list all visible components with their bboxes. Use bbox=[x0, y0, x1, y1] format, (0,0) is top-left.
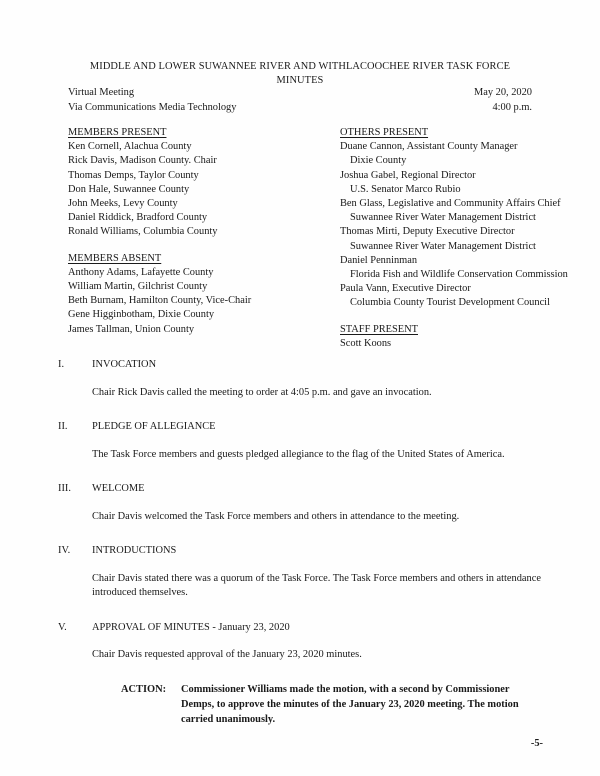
section-number: V. bbox=[58, 621, 67, 633]
attendance-entry: Daniel Riddick, Bradford County bbox=[68, 212, 208, 224]
attendance-entry: James Tallman, Union County bbox=[68, 323, 195, 335]
page-number: -5- bbox=[530, 738, 543, 749]
section-heading-row bbox=[0, 482, 600, 497]
meeting-location-line-1: Virtual Meeting bbox=[68, 87, 135, 98]
members-absent-list bbox=[68, 266, 340, 337]
section-body-text: The Task Force members and guests pledged allegiance to the flag of the United States of America. bbox=[92, 448, 505, 460]
attendance-entry: Ken Cornell, Alachua County bbox=[68, 141, 192, 153]
attendance-entry: Duane Cannon, Assistant County Manager bbox=[340, 141, 518, 153]
section-heading-row bbox=[0, 621, 600, 636]
section-number: II. bbox=[58, 421, 68, 433]
attendance-entry: Scott Koons bbox=[340, 337, 392, 349]
attendance-entry: Suwannee River Water Management District bbox=[350, 240, 536, 252]
staff-present-heading: STAFF PRESENT bbox=[340, 323, 418, 335]
attendance-entry: Beth Burnam, Hamilton County, Vice-Chair bbox=[68, 295, 252, 307]
action-text: Commissioner Williams made the motion, with a second by Commissioner Demps, to approve the minutes of the January 23, 2020 meeting. The motion carried unanimously. bbox=[181, 684, 519, 725]
meeting-info bbox=[68, 86, 532, 115]
attendance-section bbox=[68, 126, 568, 363]
section-number: IV. bbox=[58, 545, 71, 557]
attendance-entry: Daniel Penninman bbox=[340, 254, 418, 266]
attendance-entry: Gene Higginbotham, Dixie County bbox=[68, 309, 215, 321]
section-number: III. bbox=[58, 483, 71, 495]
section-number: I. bbox=[58, 359, 65, 370]
document-header bbox=[0, 60, 600, 87]
attendance-entry: Rick Davis, Madison County. Chair bbox=[68, 155, 217, 167]
section-title: INTRODUCTIONS bbox=[92, 545, 177, 557]
staff-present-list bbox=[340, 337, 590, 351]
attendance-entry: Florida Fish and Wildlife Conservation Commission bbox=[350, 269, 568, 281]
minutes-body bbox=[0, 358, 600, 747]
meeting-location-line-2: Via Communications Media Technology bbox=[68, 101, 237, 113]
attendance-entry: Thomas Demps, Taylor County bbox=[68, 169, 199, 181]
attendance-entry: Columbia County Tourist Development Council bbox=[350, 297, 550, 309]
attendance-entry: John Meeks, Levy County bbox=[68, 198, 178, 210]
document-title-line-2: MINUTES bbox=[276, 74, 324, 86]
minutes-section bbox=[0, 420, 600, 462]
attendance-right-column bbox=[340, 126, 590, 363]
attendance-entry: Ronald Williams, Columbia County bbox=[68, 226, 218, 238]
section-title: APPROVAL OF MINUTES - January 23, 2020 bbox=[92, 621, 290, 633]
section-heading-row bbox=[0, 358, 600, 373]
attendance-entry: Anthony Adams, Lafayette County bbox=[68, 266, 214, 278]
others-present-group bbox=[340, 126, 590, 311]
others-present-heading: OTHERS PRESENT bbox=[340, 127, 429, 138]
members-present-group bbox=[68, 126, 340, 240]
attendance-left-column bbox=[68, 126, 340, 349]
minutes-section bbox=[0, 358, 600, 400]
minutes-section bbox=[0, 621, 600, 727]
meeting-info-row-1 bbox=[68, 86, 532, 101]
attendance-entry: Dixie County bbox=[350, 155, 407, 167]
minutes-section bbox=[0, 544, 600, 601]
attendance-entry: Thomas Mirti, Deputy Executive Director bbox=[340, 226, 515, 238]
attendance-entry: Suwannee River Water Management District bbox=[350, 212, 536, 224]
members-present-list bbox=[68, 140, 340, 239]
staff-present-group bbox=[340, 323, 590, 351]
section-title: PLEDGE OF ALLEGIANCE bbox=[92, 421, 216, 433]
action-label: ACTION: bbox=[121, 684, 167, 696]
attendance-entry: Don Hale, Suwannee County bbox=[68, 183, 190, 195]
attendance-entry: William Martin, Gilchrist County bbox=[68, 281, 208, 293]
attendance-entry: U.S. Senator Marco Rubio bbox=[350, 183, 461, 195]
section-body-text: Chair Rick Davis called the meeting to order at 4:05 p.m. and gave an invocation. bbox=[92, 386, 432, 398]
members-absent-heading: MEMBERS ABSENT bbox=[68, 252, 162, 264]
action-block bbox=[0, 683, 600, 727]
section-heading-row bbox=[0, 544, 600, 559]
section-title: WELCOME bbox=[92, 483, 145, 495]
meeting-info-row-2 bbox=[68, 101, 532, 116]
meeting-date: May 20, 2020 bbox=[473, 87, 532, 98]
section-body-text: Chair Davis requested approval of the January 23, 2020 minutes. bbox=[92, 649, 362, 661]
section-body-text: Chair Davis welcomed the Task Force members and others in attendance to the meeting. bbox=[92, 510, 460, 522]
attendance-entry: Paula Vann, Executive Director bbox=[340, 283, 471, 295]
meeting-time: 4:00 p.m. bbox=[492, 101, 532, 113]
others-present-list bbox=[340, 140, 590, 310]
members-absent-group bbox=[68, 252, 340, 337]
section-body-text: Chair Davis stated there was a quorum of the Task Force. The Task Force members and others in attendance introduced themselves. bbox=[92, 572, 541, 599]
minutes-section bbox=[0, 482, 600, 524]
document-title-line-1: MIDDLE AND LOWER SUWANNEE RIVER AND WITHLACOOCHEE RIVER TASK FORCE bbox=[89, 61, 511, 72]
section-title: INVOCATION bbox=[92, 359, 157, 370]
attendance-entry: Joshua Gabel, Regional Director bbox=[340, 169, 476, 181]
members-present-heading: MEMBERS PRESENT bbox=[68, 127, 167, 138]
attendance-entry: Ben Glass, Legislative and Community Affairs Chief bbox=[340, 198, 561, 210]
section-heading-row bbox=[0, 420, 600, 435]
